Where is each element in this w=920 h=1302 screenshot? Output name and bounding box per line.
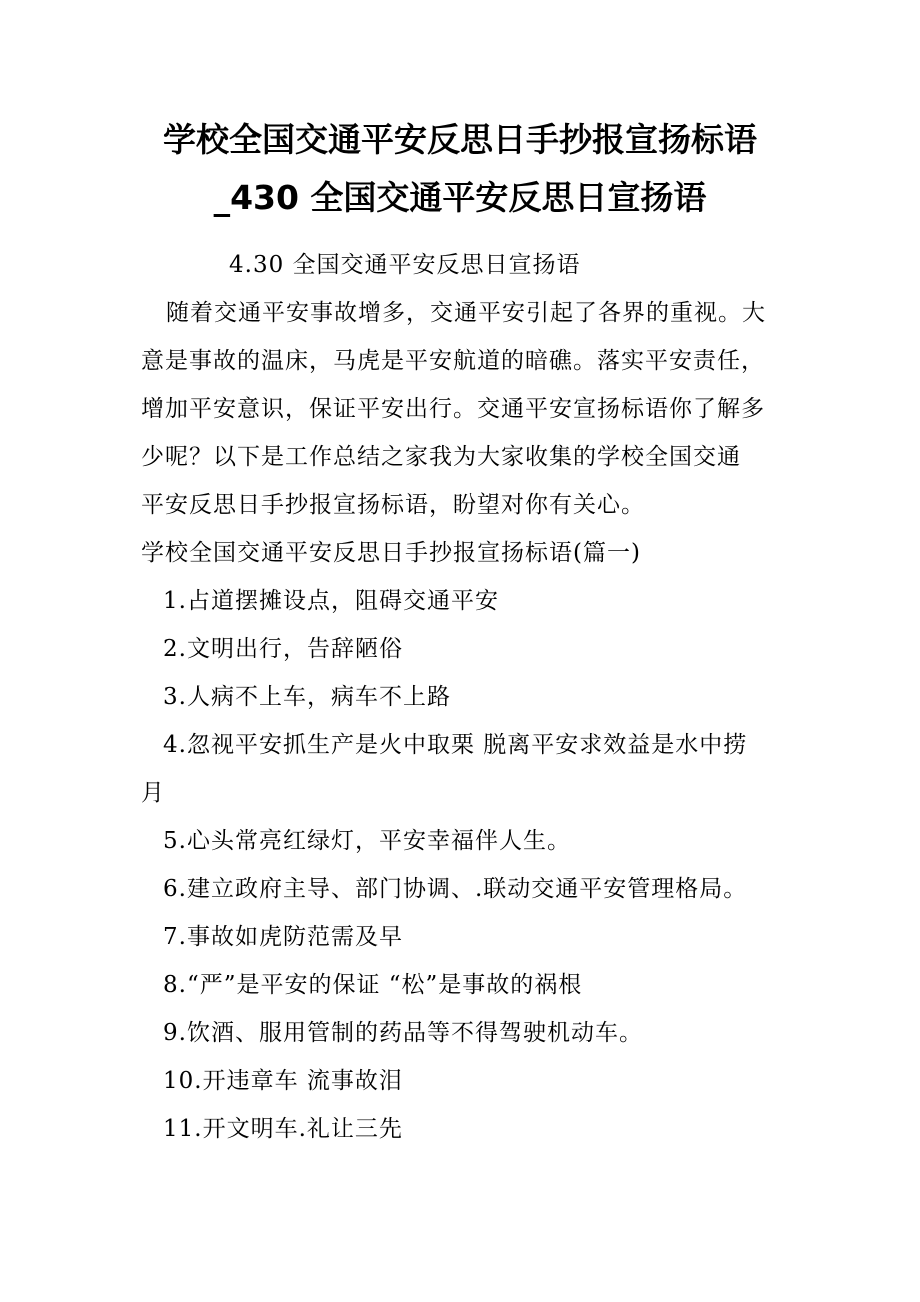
document-title-line-1: 学校全国交通平安反思日手抄报宣扬标语: [163, 120, 757, 159]
document-subtitle: 4.30 全国交通平安反思日宣扬语: [229, 252, 581, 278]
list-item: 11.开文明车.礼让三先: [163, 1116, 403, 1142]
list-item: 5.心头常亮红绿灯，平安幸福伴人生。: [163, 828, 571, 854]
document-title-line-2: _430 全国交通平安反思日宣扬语: [213, 178, 707, 217]
list-item: 7.事故如虎防范需及早: [163, 924, 403, 950]
list-item: 2.文明出行，告辞陋俗: [163, 636, 403, 662]
intro-paragraph-line-5: 平安反思日手抄报宣扬标语，盼望对你有关心。: [141, 492, 645, 518]
list-item: 4.忽视平安抓生产是火中取栗 脱离平安求效益是水中捞: [163, 732, 748, 758]
list-item: 6.建立政府主导、部门协调、.联动交通平安管理格局。: [163, 876, 748, 902]
intro-paragraph-line-4: 少呢？以下是工作总结之家我为大家收集的学校全国交通: [141, 444, 741, 470]
list-item-continuation: 月: [141, 780, 165, 806]
list-item: 3.人病不上车，病车不上路: [163, 684, 451, 710]
list-item: 9.饮酒、服用管制的药品等不得驾驶机动车。: [163, 1020, 643, 1046]
intro-paragraph-line-2: 意是事故的温床，马虎是平安航道的暗礁。落实平安责任，: [141, 348, 765, 374]
list-item: 1.占道摆摊设点，阻碍交通平安: [163, 588, 499, 614]
section-heading: 学校全国交通平安反思日手抄报宣扬标语(篇一): [141, 540, 641, 566]
list-item: 10.开违章车 流事故泪: [163, 1068, 403, 1094]
intro-paragraph-line-3: 增加平安意识，保证平安出行。交通平安宣扬标语你了解多: [141, 396, 765, 422]
intro-paragraph-line-1: 随着交通平安事故增多，交通平安引起了各界的重视。大: [166, 300, 766, 326]
list-item: 8.“严”是平安的保证 “松”是事故的祸根: [163, 972, 583, 998]
